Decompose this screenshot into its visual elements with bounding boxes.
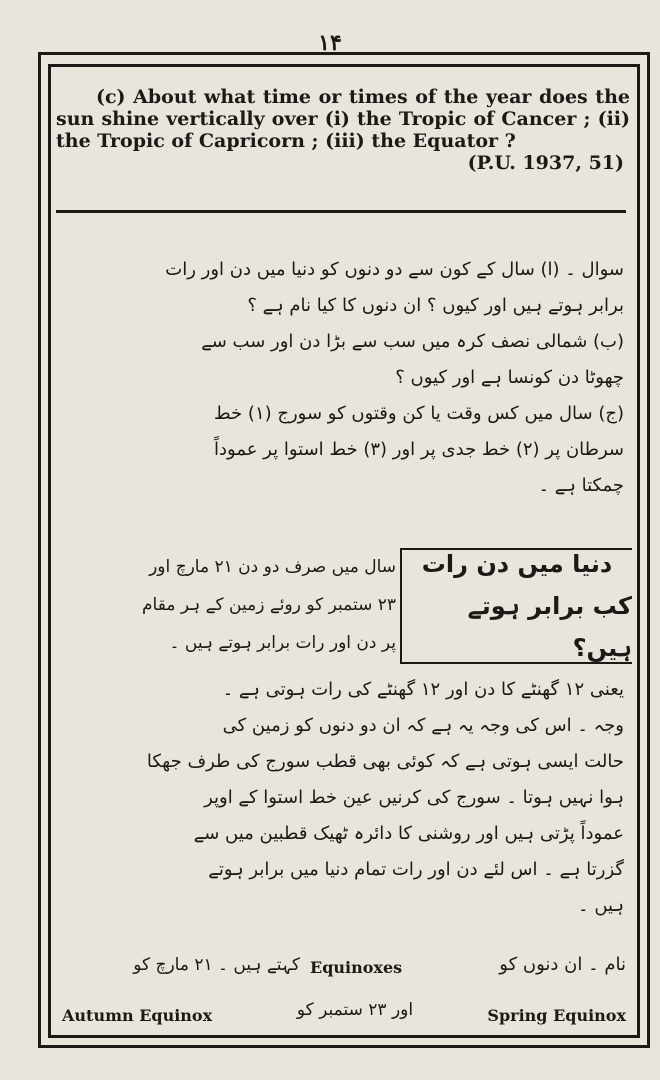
page-number: ۱۴ — [318, 30, 342, 56]
urdu-question-line: (ب) شمالی نصف کرہ میں سب سے بڑا دن اور سب سے — [201, 331, 624, 352]
box-answer-line: ۲۳ ستمبر کو روئے زمین کے ہر مقام — [142, 595, 396, 615]
explanation-line: ہیں ۔ — [578, 895, 624, 916]
urdu-question-line: سوال ۔ (ا) سال کے کون سے دو دنوں کو دنیا میں دن اور رات — [165, 259, 624, 280]
urdu-question-line: (ج) سال میں کس وقت یا کن وقتوں کو سورج (۱) خط — [213, 403, 624, 424]
explanation-line: ہوا نہیں ہوتا ۔ سورج کی کرنیں عین خط استوا کے اوپر — [204, 787, 624, 808]
english-question — [56, 86, 630, 174]
september-line: اور ۲۳ ستمبر کو — [296, 1000, 414, 1020]
explanation-line: عموداً پڑتی ہیں اور روشنی کا دائرہ ٹھیک قطبین میں سے — [193, 823, 624, 844]
side-heading-box — [400, 548, 632, 664]
urdu-question-line: چھوٹا دن کونسا ہے اور کیوں ؟ — [395, 367, 624, 388]
explanation-line: حالت ایسی ہوتی ہے کہ کوئی بھی قطب سورج کی طرف جھکا — [146, 751, 624, 772]
urdu-question-line: برابر ہوتے ہیں اور کیوں ؟ ان دنوں کا کیا نام ہے ؟ — [247, 295, 624, 316]
kehte-line: کہتے ہیں ۔ ۲۱ مارچ کو — [133, 955, 300, 975]
naam-line: نام ۔ ان دنوں کو — [499, 954, 626, 975]
section-divider — [56, 210, 626, 213]
urdu-question-line: سرطان پر (۲) خط جدی پر اور (۳) خط استوا پر عموداً — [214, 439, 624, 460]
urdu-question-line: چمکتا ہے ۔ — [538, 475, 624, 496]
side-heading-line: دنیا میں دن رات — [421, 550, 613, 578]
box-answer — [60, 548, 396, 662]
equinox-footer — [60, 950, 626, 1030]
box-answer-line: سال میں صرف دو دن ۲۱ مارچ اور — [149, 557, 396, 577]
explanation — [60, 672, 624, 924]
side-heading-line: کب برابر ہوتے ہیں؟ — [467, 592, 632, 662]
english-question-text: (c) About what time or times of the year does the sun shine vertically over (i) the Tropic of Cancer ; (ii) the Tropic of Capricorn ; (iii) the Equator ? — [56, 86, 630, 152]
box-answer-line: پر دن اور رات برابر ہوتے ہیں ۔ — [169, 633, 396, 653]
explanation-line: گزرتا ہے ۔ اس لئے دن اور رات تمام دنیا میں برابر ہوتے — [208, 859, 624, 880]
spring-equinox-label: Spring Equinox — [487, 1006, 626, 1025]
explanation-line: یعنی ۱۲ گھنٹے کا دن اور ۱۲ گھنٹے کی رات ہوتی ہے ۔ — [222, 679, 624, 700]
explanation-line: وجہ ۔ اس کی وجہ یہ ہے کہ ان دو دنوں کو زمین کی — [222, 715, 624, 736]
exam-reference: (P.U. 1937, 51) — [467, 152, 624, 174]
urdu-question — [60, 252, 624, 504]
autumn-equinox-label: Autumn Equinox — [62, 1006, 213, 1025]
equinoxes-label: Equinoxes — [310, 958, 403, 977]
